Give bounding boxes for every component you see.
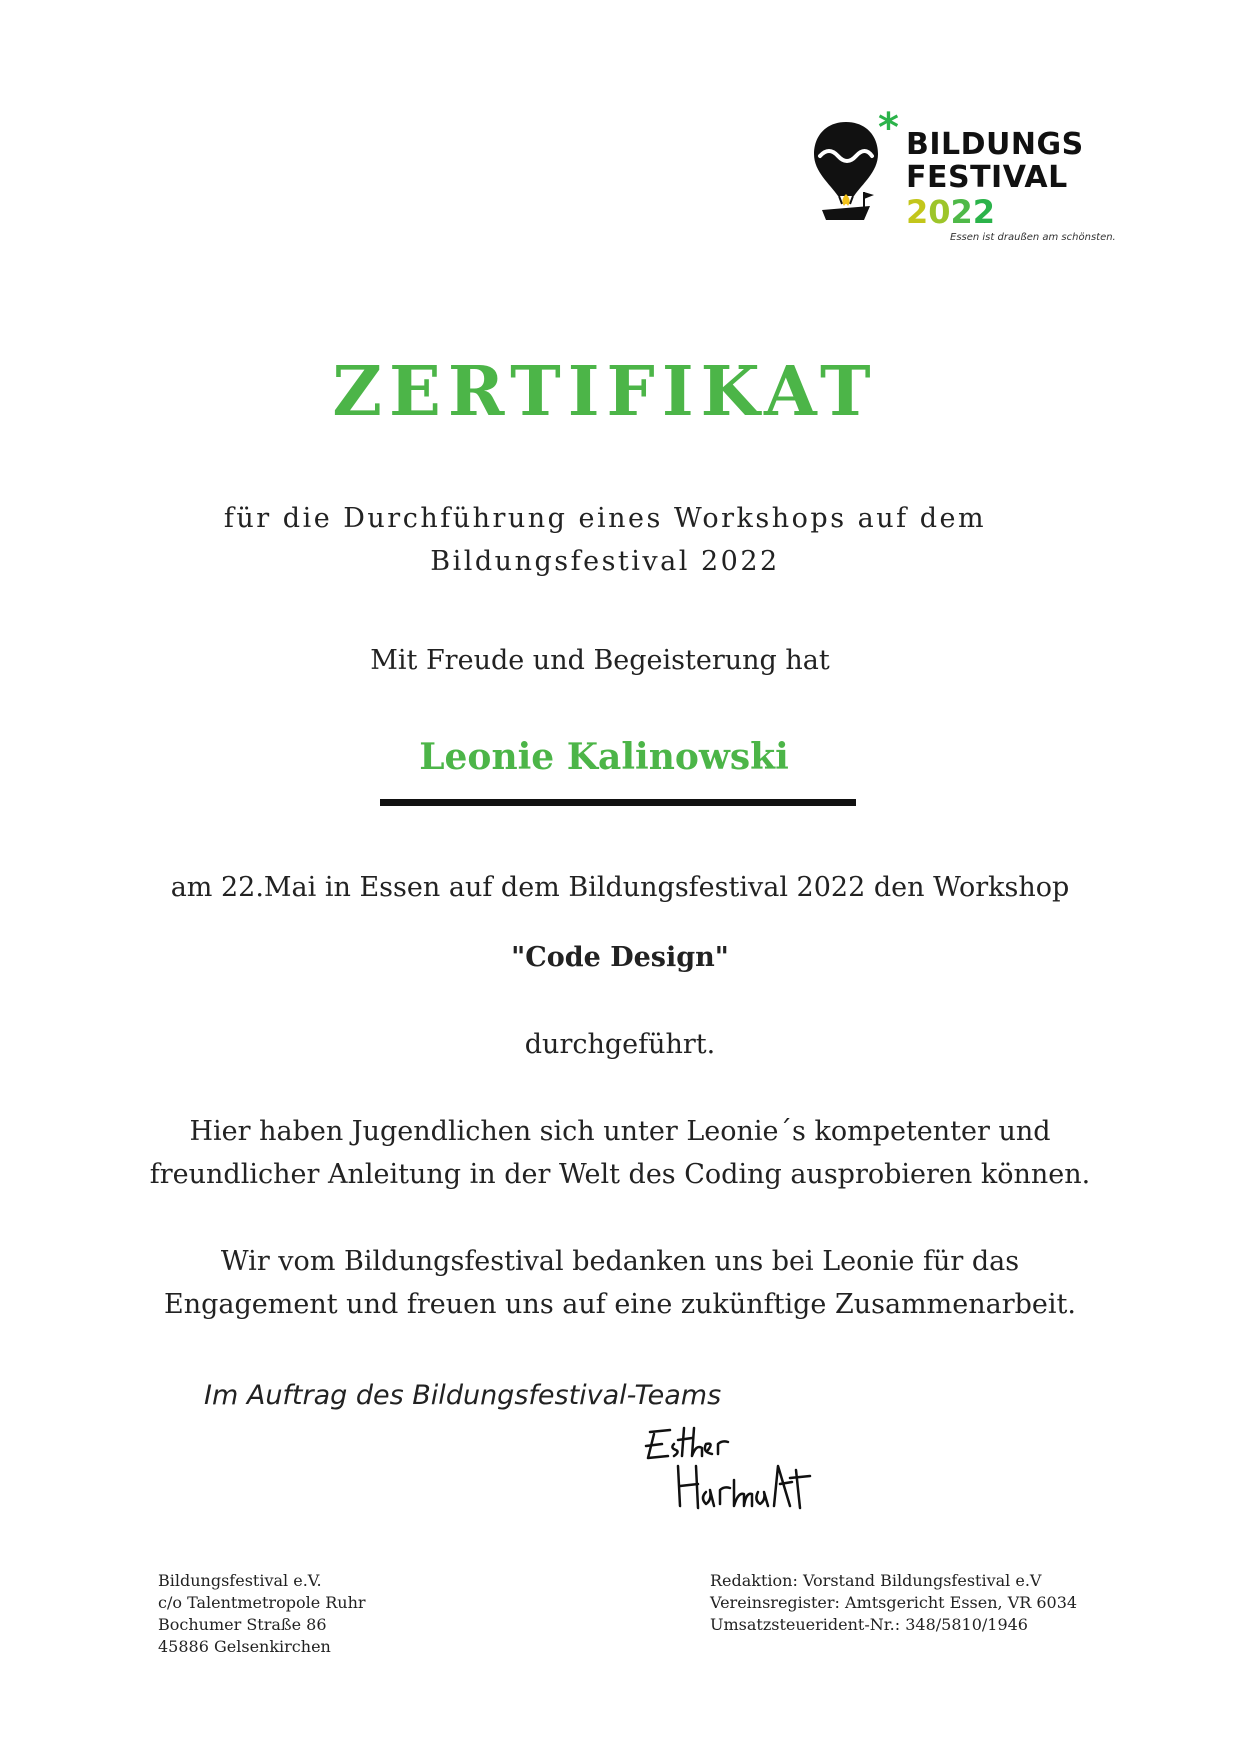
workshop-name: "Code Design": [511, 942, 729, 973]
certificate-title: ZERTIFIKAT: [332, 352, 878, 432]
footer-line: Bildungsfestival e.V.: [158, 1571, 322, 1590]
logo-word-festival: FESTIVAL: [906, 160, 1068, 195]
footer-line: 45886 Gelsenkirchen: [158, 1637, 331, 1656]
logo-word-bildungs: BILDUNGS: [906, 127, 1084, 162]
recipient-name: Leonie Kalinowski: [419, 736, 789, 778]
footer-line: Vereinsregister: Amtsgericht Essen, VR 6034: [710, 1593, 1078, 1612]
balloon-icon: [812, 120, 880, 224]
signature-image: [640, 1420, 820, 1520]
logo-asterisk: *: [878, 105, 899, 151]
logo-tagline: Essen ist draußen am schönsten.: [950, 232, 1116, 243]
paragraph-line: freundlicher Anleitung in der Welt des Coding ausprobieren können.: [149, 1159, 1091, 1190]
subtitle-line: für die Durchführung eines Workshops auf dem: [223, 503, 987, 534]
footer-line: Umsatzsteuerident-Nr.: 348/5810/1946: [710, 1615, 1028, 1634]
logo-year-digit: 2: [972, 193, 996, 231]
intro-text: Mit Freude und Begeisterung hat: [370, 645, 830, 676]
name-underline: [380, 799, 856, 806]
footer-address: [158, 1570, 366, 1658]
footer-legal: [710, 1570, 1077, 1636]
thanks-paragraph: [120, 1240, 1120, 1326]
logo-year: [906, 193, 996, 231]
logo-year-digit: 2: [950, 193, 973, 231]
subtitle-line: Bildungsfestival 2022: [430, 546, 780, 577]
footer-line: Redaktion: Vorstand Bildungsfestival e.V: [710, 1571, 1042, 1590]
completed-text: durchgeführt.: [524, 1029, 716, 1060]
footer-line: Bochumer Straße 86: [158, 1615, 327, 1634]
logo-year-digit: 0: [928, 193, 951, 231]
signoff-text: Im Auftrag des Bildungsfestival-Teams: [204, 1380, 722, 1411]
paragraph-line: Engagement und freuen uns auf eine zukünftige Zusammenarbeit.: [164, 1289, 1076, 1320]
workshop-intro-text: am 22.Mai in Essen auf dem Bildungsfestival 2022 den Workshop: [170, 872, 1070, 903]
paragraph-line: Hier haben Jugendlichen sich unter Leonie´s kompetenter und: [189, 1116, 1051, 1147]
logo-year-digit: 2: [906, 193, 929, 231]
footer-line: c/o Talentmetropole Ruhr: [158, 1593, 366, 1612]
description-paragraph: [120, 1110, 1120, 1196]
paragraph-line: Wir vom Bildungsfestival bedanken uns bei Leonie für das: [220, 1246, 1020, 1277]
festival-logo: [812, 105, 1122, 250]
certificate-subtitle: [200, 497, 1010, 583]
